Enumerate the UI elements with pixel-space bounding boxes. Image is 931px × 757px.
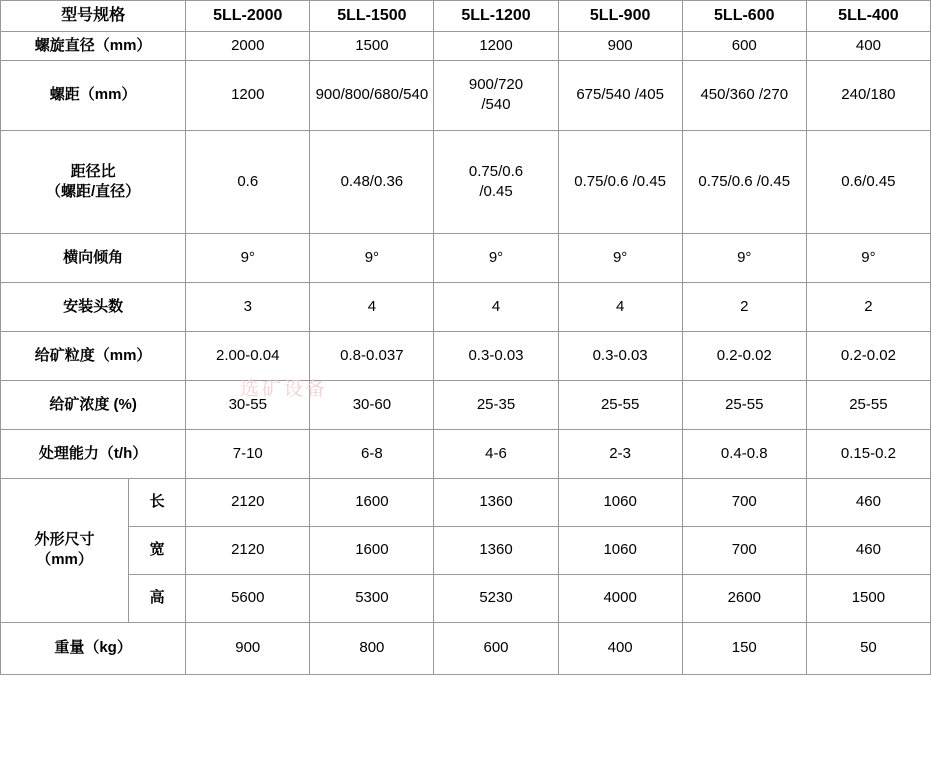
cell-height-2: 5300 (310, 574, 434, 622)
cell-capacity-5: 0.4-0.8 (682, 429, 806, 478)
cell-heads-3: 4 (434, 282, 558, 331)
cell-pitch-4: 675/540 /405 (558, 60, 682, 130)
cell-width-6: 460 (806, 526, 930, 574)
cell-feed-conc-3: 25-35 (434, 380, 558, 429)
cell-height-1: 5600 (186, 574, 310, 622)
header-model-1: 5LL-2000 (186, 1, 310, 32)
cell-height-6: 1500 (806, 574, 930, 622)
cell-ratio-4: 0.75/0.6 /0.45 (558, 130, 682, 233)
header-model-5: 5LL-600 (682, 1, 806, 32)
header-label: 型号规格 (1, 1, 186, 32)
cell-height-4: 4000 (558, 574, 682, 622)
header-model-6: 5LL-400 (806, 1, 930, 32)
watermark-text: 选矿设备 (240, 379, 329, 400)
cell-screw-diameter-2: 1500 (310, 31, 434, 60)
cell-feed-size-2: 0.8-0.037 (310, 331, 434, 380)
cell-length-5: 700 (682, 478, 806, 526)
cell-feed-conc-5: 25-55 (682, 380, 806, 429)
cell-pitch-1: 1200 (186, 60, 310, 130)
row-label-lateral-angle: 横向倾角 (1, 233, 186, 282)
cell-screw-diameter-1: 2000 (186, 31, 310, 60)
cell-feed-conc-6: 25-55 (806, 380, 930, 429)
cell-heads-5: 2 (682, 282, 806, 331)
table-row (1, 60, 931, 130)
cell-length-2: 1600 (310, 478, 434, 526)
cell-ratio-5: 0.75/0.6 /0.45 (682, 130, 806, 233)
cell-weight-1: 900 (186, 622, 310, 674)
cell-feed-size-1: 2.00-0.04 (186, 331, 310, 380)
cell-weight-2: 800 (310, 622, 434, 674)
cell-pitch-6: 240/180 (806, 60, 930, 130)
cell-ratio-3: 0.75/0.6 /0.45 (434, 130, 558, 233)
cell-angle-2: 9° (310, 233, 434, 282)
table-row (1, 622, 931, 674)
cell-height-5: 2600 (682, 574, 806, 622)
cell-width-1: 2120 (186, 526, 310, 574)
sub-label-length: 长 (129, 478, 186, 526)
cell-capacity-4: 2-3 (558, 429, 682, 478)
header-model-2: 5LL-1500 (310, 1, 434, 32)
cell-angle-4: 9° (558, 233, 682, 282)
row-label-feed-concentration: 给矿浓度 (%) (1, 380, 186, 429)
cell-feed-conc-4: 25-55 (558, 380, 682, 429)
cell-feed-size-3: 0.3-0.03 (434, 331, 558, 380)
sub-label-height: 高 (129, 574, 186, 622)
cell-screw-diameter-5: 600 (682, 31, 806, 60)
cell-pitch-3: 900/720 /540 (434, 60, 558, 130)
row-label-dimensions: 外形尺寸 （mm） (1, 478, 129, 622)
header-model-3: 5LL-1200 (434, 1, 558, 32)
cell-capacity-3: 4-6 (434, 429, 558, 478)
cell-heads-6: 2 (806, 282, 930, 331)
cell-pitch-5: 450/360 /270 (682, 60, 806, 130)
cell-length-3: 1360 (434, 478, 558, 526)
row-label-capacity: 处理能力（t/h） (1, 429, 186, 478)
cell-length-1: 2120 (186, 478, 310, 526)
table-row (1, 574, 931, 622)
cell-heads-4: 4 (558, 282, 682, 331)
cell-angle-6: 9° (806, 233, 930, 282)
cell-width-4: 1060 (558, 526, 682, 574)
cell-ratio-1: 0.6 (186, 130, 310, 233)
cell-weight-6: 50 (806, 622, 930, 674)
cell-ratio-2: 0.48/0.36 (310, 130, 434, 233)
cell-length-6: 460 (806, 478, 930, 526)
table-header-row (1, 1, 931, 32)
row-label-pitch-diameter-ratio: 距径比 （螺距/直径） (1, 130, 186, 233)
table-row (1, 233, 931, 282)
cell-length-4: 1060 (558, 478, 682, 526)
sub-label-width: 宽 (129, 526, 186, 574)
cell-feed-conc-2: 30-60 (310, 380, 434, 429)
cell-screw-diameter-3: 1200 (434, 31, 558, 60)
table-row (1, 331, 931, 380)
cell-weight-3: 600 (434, 622, 558, 674)
cell-heads-1: 3 (186, 282, 310, 331)
cell-heads-2: 4 (310, 282, 434, 331)
cell-height-3: 5230 (434, 574, 558, 622)
cell-feed-size-4: 0.3-0.03 (558, 331, 682, 380)
row-label-head-count: 安装头数 (1, 282, 186, 331)
row-label-pitch: 螺距（mm） (1, 60, 186, 130)
table-row (1, 478, 931, 526)
row-label-feed-size: 给矿粒度（mm） (1, 331, 186, 380)
cell-pitch-2: 900/800/680/540 (310, 60, 434, 130)
cell-width-3: 1360 (434, 526, 558, 574)
cell-weight-4: 400 (558, 622, 682, 674)
header-model-4: 5LL-900 (558, 1, 682, 32)
cell-angle-5: 9° (682, 233, 806, 282)
table-row (1, 31, 931, 60)
row-label-screw-diameter: 螺旋直径（mm） (1, 31, 186, 60)
table-row (1, 282, 931, 331)
cell-angle-3: 9° (434, 233, 558, 282)
row-label-weight: 重量（kg） (1, 622, 186, 674)
cell-angle-1: 9° (186, 233, 310, 282)
cell-screw-diameter-4: 900 (558, 31, 682, 60)
cell-feed-size-5: 0.2-0.02 (682, 331, 806, 380)
table-row (1, 526, 931, 574)
table-row (1, 429, 931, 478)
cell-capacity-1: 7-10 (186, 429, 310, 478)
cell-weight-5: 150 (682, 622, 806, 674)
cell-feed-size-6: 0.2-0.02 (806, 331, 930, 380)
cell-capacity-6: 0.15-0.2 (806, 429, 930, 478)
table-row (1, 130, 931, 233)
cell-feed-conc-1: 30-55 (186, 380, 310, 429)
table-row (1, 380, 931, 429)
cell-width-2: 1600 (310, 526, 434, 574)
cell-screw-diameter-6: 400 (806, 31, 930, 60)
cell-capacity-2: 6-8 (310, 429, 434, 478)
cell-ratio-6: 0.6/0.45 (806, 130, 930, 233)
cell-width-5: 700 (682, 526, 806, 574)
